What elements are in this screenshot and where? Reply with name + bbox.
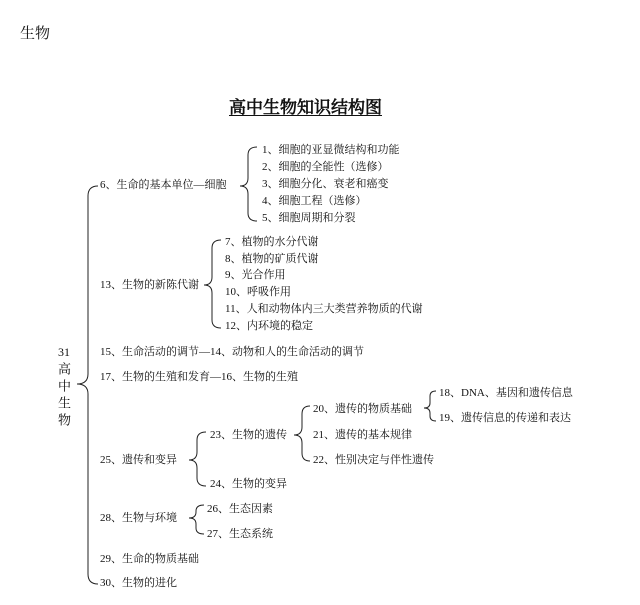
- node-21: 21、遗传的基本规律: [313, 429, 412, 441]
- brace-ecology: [189, 505, 204, 534]
- node-5: 5、细胞周期和分裂: [262, 212, 356, 224]
- node-10: 10、呼吸作用: [225, 286, 291, 298]
- node-3: 3、细胞分化、衰老和癌变: [262, 178, 389, 190]
- node-24: 24、生物的变异: [210, 478, 287, 490]
- node-19: 19、遗传信息的传递和表达: [439, 412, 571, 424]
- brace-main: [77, 186, 98, 584]
- node-13: 13、生物的新陈代谢: [100, 279, 199, 291]
- node-25: 25、遗传和变异: [100, 454, 177, 466]
- root-node-number: 31: [58, 345, 70, 359]
- node-17: 17、生物的生殖和发育—16、生物的生殖: [100, 371, 298, 383]
- node-12: 12、内环境的稳定: [225, 320, 313, 332]
- node-30: 30、生物的进化: [100, 577, 177, 589]
- node-29: 29、生命的物质基础: [100, 553, 199, 565]
- node-27: 27、生态系统: [207, 528, 273, 540]
- node-4: 4、细胞工程（选修）: [262, 195, 367, 207]
- node-15: 15、生命活动的调节—14、动物和人的生命活动的调节: [100, 346, 364, 358]
- brace-heredity-variation: [189, 432, 206, 486]
- brace-material-basis: [424, 391, 436, 421]
- node-1: 1、细胞的亚显微结构和功能: [262, 144, 400, 156]
- node-8: 8、植物的矿质代谢: [225, 253, 319, 265]
- node-2: 2、细胞的全能性（选修）: [262, 161, 389, 173]
- brace-heredity: [294, 406, 310, 461]
- node-18: 18、DNA、基因和遗传信息: [439, 387, 573, 399]
- node-11: 11、人和动物体内三大类营养物质的代谢: [225, 303, 423, 315]
- node-26: 26、生态因素: [207, 503, 273, 515]
- node-23: 23、生物的遗传: [210, 429, 287, 441]
- page-header: 生物: [20, 24, 51, 42]
- node-22: 22、性别决定与伴性遗传: [313, 454, 434, 466]
- brace-metabolism: [204, 240, 221, 328]
- brace-cell: [240, 147, 257, 221]
- root-node-label: 高中生物: [56, 362, 71, 430]
- diagram-title: 高中生物知识结构图: [229, 98, 382, 117]
- node-6: 6、生命的基本单位—细胞: [100, 179, 227, 191]
- node-9: 9、光合作用: [225, 269, 286, 281]
- node-7: 7、植物的水分代谢: [225, 236, 319, 248]
- node-28: 28、生物与环境: [100, 512, 177, 524]
- node-20: 20、遗传的物质基础: [313, 403, 412, 415]
